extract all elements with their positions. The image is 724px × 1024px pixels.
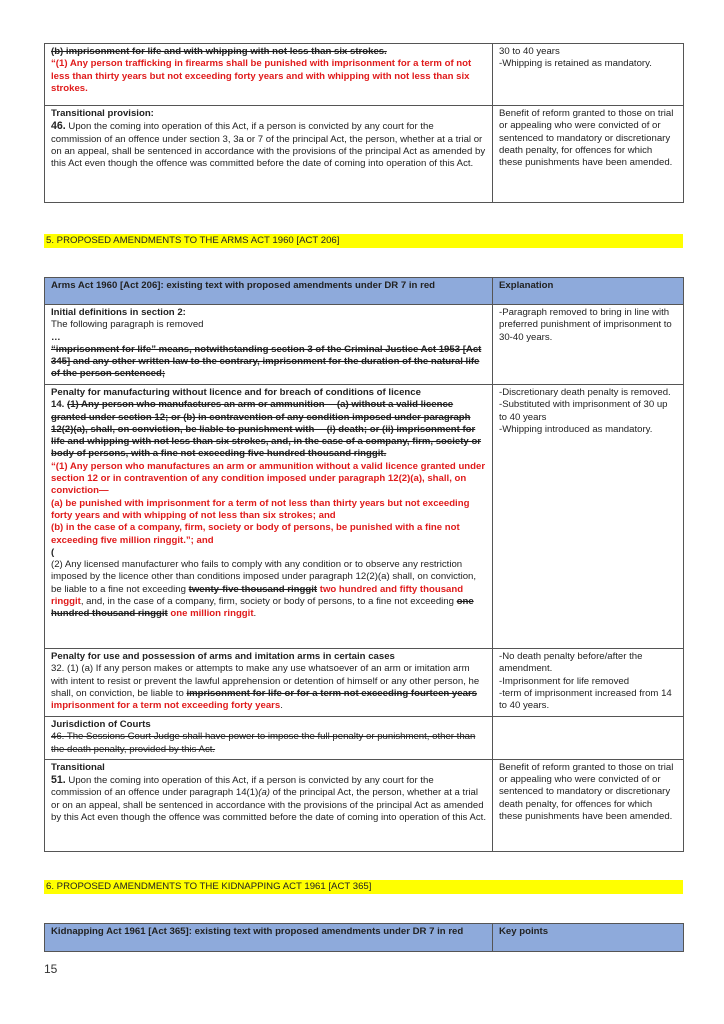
table-row (45, 305, 684, 385)
row-heading: Penalty for manufacturing without licence and for breach of conditions of licence (51, 387, 421, 398)
amendment-text: “(1) Any person who manufactures an arm or ammunition without a valid licence granted under section 12 or in contravention of any condition imposed under paragraph 12(2)(a), shall, on conviction— (51, 460, 486, 497)
explanation-text: Benefit of reform granted to those on trial or appealing who were convicted of or sentenced to mandatory or discretionary death penalty, for offences for which these punishments have been amended. (499, 108, 674, 169)
text-run: Upon the coming into operation of this Act, if a person is convicted by any court for the commission of an offence under paragraph 14(1) (51, 775, 434, 799)
explanation-line: -Whipping is retained as mandatory. (499, 58, 652, 70)
explanation-line: 30 to 40 years (499, 46, 560, 57)
table-header-row (45, 278, 684, 305)
table-row (45, 759, 684, 851)
header-left: Kidnapping Act 1961 [Act 365]: existing text with proposed amendments under DR 7 in red (45, 924, 493, 952)
row-heading: Transitional provision: (51, 108, 154, 119)
cell-left (45, 385, 493, 649)
table-header-row (45, 924, 684, 952)
explanation-text: -Paragraph removed to bring in line with preferred punishment of imprisonment to 30-40 years. (499, 307, 672, 343)
cell-right (493, 385, 684, 649)
text-run: 32. (1) (a) If any person makes or attempts to make any use whatsoever of an arm or imitation arm with intent to resist or prevent the lawful apprehension or detention of himself or any other person, he shall, on conviction, be liable to (51, 663, 480, 699)
provision-number: 46. (51, 120, 66, 133)
ellipsis: … (51, 331, 61, 343)
text-run: . (280, 700, 283, 712)
table-row (45, 717, 684, 760)
cell-right (493, 649, 684, 717)
deleted-text: (b) imprisonment for life and with whipping with not less than six strokes. (51, 46, 387, 57)
explanation-text: Benefit of reform granted to those on trial or appealing who were convicted of or sentenced to mandatory or discretionary death penalty, for offences for which these punishments have been amended. (499, 761, 674, 823)
explanation-line: -No death penalty before/after the amendment. (499, 651, 643, 675)
row-text (51, 663, 486, 712)
header-left: Arms Act 1960 [Act 206]: existing text with proposed amendments under DR 7 in red (45, 278, 493, 305)
amendment-text: two hundred and fifty thousand ringgit (51, 583, 464, 608)
text-run: (2) Any licensed manufacturer who fails to comply with any condition or to observe any restriction imposed by the licence other than conditions imposed under paragraph 12(2)(a) shall, on conviction, be liable to a fine not exceeding (51, 559, 477, 595)
deleted-text: (1) Any person who manufactures an arm or ammunition— (a) without a valid licence granted under section 12; or (b) in contravention of any condition imposed under paragraph 12(2)(a), shall, on conviction, be liable to punishment with— (i) death; or (ii) imprisonment for life and whipping with not less than six strokes, and, in the case of a company, firm, society or body of persons, with a fine not exceeding five hundred thousand ringgit. (51, 399, 482, 460)
text-run: . (253, 608, 257, 620)
header-right: Key points (493, 924, 684, 952)
header-right: Explanation (493, 278, 684, 305)
text-run: , and, in the case of a company, firm, society or body of persons, to a fine not exceeding (80, 596, 457, 608)
explanation-line: -Substituted with imprisonment of 30 up to 40 years (499, 399, 668, 423)
cell-right (493, 759, 684, 851)
table-arms-act (44, 277, 684, 852)
cell-left (45, 305, 493, 385)
deleted-text: twenty-five thousand ringgit (188, 583, 318, 595)
deleted-text: one hundred thousand ringgit (51, 596, 474, 620)
text-run: (a) (258, 787, 271, 799)
cell-left (45, 649, 493, 717)
paren: ( (51, 546, 55, 558)
deleted-paragraph (51, 399, 486, 460)
amendment-text: imprisonment for a term not exceeding forty years (51, 700, 281, 712)
cell-left (45, 44, 493, 106)
deleted-text: “imprisonment for life” means, notwithstanding section 3 of the Criminal Justice Act 1953 [Act 345] and any other written law to the contrary, imprisonment for the duration of the natural life of the person sentenced; (51, 343, 482, 380)
explanation-line: -Imprisonment for life removed (499, 675, 630, 687)
section-title: 6. PROPOSED AMENDMENTS TO THE KIDNAPPING ACT 1961 [ACT 365] (44, 880, 683, 894)
table-row (45, 649, 684, 717)
cell-left (45, 759, 493, 851)
deleted-text: 46. The Sessions Court Judge shall have power to impose the full penalty or punishment, other than the death penalty, provided by this Act. (51, 731, 476, 755)
provision-text (51, 774, 486, 824)
amendment-text: (a) be punished with imprisonment for a term of not less than thirty years but not exceeding forty years and with whipping of not less than six strokes; and (51, 497, 470, 521)
section-number: 14. (51, 399, 65, 411)
row-heading: Initial definitions in section 2: (51, 307, 186, 318)
table-row (45, 106, 684, 203)
table-row (45, 385, 684, 649)
page-number: 15 (44, 962, 58, 976)
cell-right (493, 106, 684, 203)
row-heading: Jurisdiction of Courts (51, 719, 151, 730)
cell-right (493, 305, 684, 385)
deleted-text: imprisonment for life or for a term not exceeding fourteen years (186, 687, 478, 699)
cell-right (493, 44, 684, 106)
row-text: The following paragraph is removed (51, 319, 204, 331)
explanation-line: -term of imprisonment increased from 14 to 40 years. (499, 687, 672, 712)
table-continuation (44, 43, 684, 203)
amendment-text: one million ringgit (167, 608, 254, 620)
cell-right (493, 717, 684, 760)
text-run: of the principal Act, the person, whether at a trial or on an appeal, shall be sentenced in accordance with the provisions of the principal Act as amended by this Act even though the offence was committed before the date of coming into operation of this Act. (51, 787, 487, 824)
subsection-text (51, 559, 486, 620)
provision-number: 51. (51, 774, 66, 787)
cell-left (45, 717, 493, 760)
explanation-line: -Discretionary death penalty is removed. (499, 387, 671, 398)
provision-body: Upon the coming into operation of this Act, if a person is convicted by any court for the commission of an offence under section 3, 3a or 7 of the principal Act, the person, whether at a trial or on an appeal, shall be sentenced in accordance with the provisions of the principal Act as amended by this Act even though the offence was committed before the date of coming into operation of this Act. (51, 121, 486, 170)
provision-text (51, 120, 486, 170)
explanation-line: -Whipping introduced as mandatory. (499, 423, 653, 435)
section-title: 5. PROPOSED AMENDMENTS TO THE ARMS ACT 1960 [ACT 206] (44, 234, 683, 248)
table-row (45, 44, 684, 106)
amendment-text: (b) in the case of a company, firm, society or body of persons, be punished with a fine not exceeding five million ringgit.”; and (51, 522, 460, 546)
row-heading: Transitional (51, 761, 105, 773)
row-heading: Penalty for use and possession of arms and imitation arms in certain cases (51, 651, 395, 662)
cell-left (45, 106, 493, 203)
amendment-text: “(1) Any person trafficking in firearms shall be punished with imprisonment for a term of not less than thirty years but not exceeding forty years and with whipping with not less than six strokes. (51, 58, 472, 94)
table-kidnapping-act (44, 923, 684, 952)
